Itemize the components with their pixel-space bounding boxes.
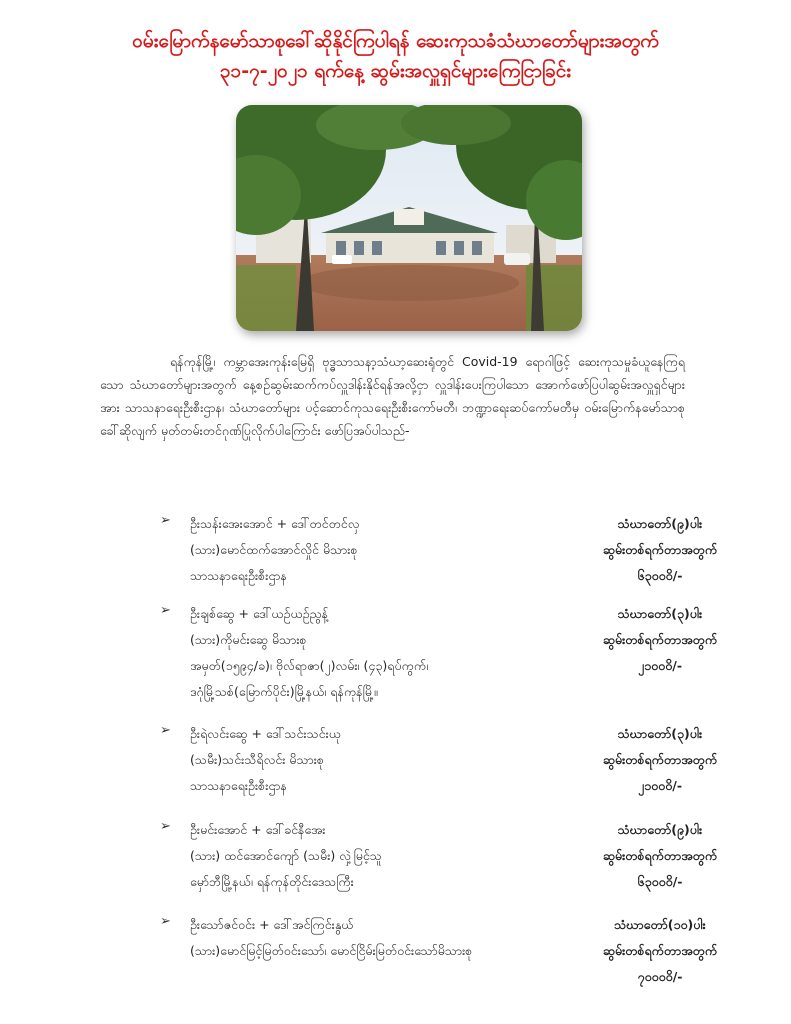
donor-line: ဦးသော်ဇင်ဝင်း + ဒေါ်အင်ကြင်းနွယ် [190,917,354,932]
donation-amount: ၆၃၀၀၀ိ/- [637,568,683,583]
per-day-label: ဆွမ်းတစ်ရက်တာအတွက် [602,632,718,647]
donor-line: ဦးမင်းအောင် + ဒေါ်ခင်နီအေး [190,822,326,837]
per-day-label: ဆွမ်းတစ်ရက်တာအတွက် [602,752,718,767]
donation-amount: ၆၃၀၀၀ိ/- [637,874,683,889]
donation-info [585,817,735,895]
per-day-label: ဆွမ်းတစ်ရက်တာအတွက် [602,943,718,958]
donor-line: မှော်ဘီမြို့နယ်၊ ရန်ကုန်တိုင်းဒေသကြီး [190,874,354,889]
donor-line: ဦးရဲလင်းဆွေ + ဒေါ်သင်းသင်းယု [190,726,341,741]
donation-info [585,721,735,799]
donor-entry [0,817,791,907]
donor-names [190,817,570,895]
per-day-label: ဆွမ်းတစ်ရက်တာအတွက် [602,848,718,863]
donor-entry [0,511,791,601]
hospital-photo [236,105,582,331]
page-title-line1: ဝမ်းမြောက်နမော်သာစုခေါ်ဆိုနိုင်ကြပါရန် ဆေးကုသခံသံဃာတော်များအတွက် [132,30,659,52]
donor-names [190,601,570,705]
donor-names [190,511,570,589]
donor-entry [0,912,791,1002]
donor-line: (သား)မောင်မြင့်မြတ်ဝင်းသော်၊ မောင်ငြိမ်းမြတ်ဝင်းသော်မိသားစု [190,943,473,958]
donor-entry [0,721,791,811]
per-day-label: ဆွမ်းတစ်ရက်တာအတွက် [602,542,718,557]
donation-amount: ၂၁၀၀၀ိ/- [637,658,683,673]
donation-info [585,511,735,589]
monk-count: သံဃာတော်(၉)ပါး [617,516,703,531]
donor-line: အမှတ်(၁၅၉၄/ခ)၊ ဗိုလ်ရာဇာ(၂)လမ်း၊ (၄၃)ရပ်ကွက်၊ [190,658,429,673]
monk-count: သံဃာတော်(၃)ပါး [617,606,703,621]
intro-text: ရန်ကုန်မြို့၊ ကမ္ဘာအေးကုန်းမြေရှိ ဗုဒ္ဓသာသနာ့သံဃာ့ဆေးရုံတွင် Covid-19 ရောဂါဖြင့် ဆေးကုသမှုခံယူနေကြရသော သံဃာတော်များအတွက် နေ့စဉ်ဆွမ်းဆက်ကပ်လှူဒါန်းနိုင်ရန်အလို့ငှာ လှူဒါန်းပေးကြပါသော အောက်ဖော်ပြပါဆွမ်းအလှူရှင်များအား သာသနာရေးဦးစီးဌာန၊ သံဃာတော်များ ပင့်ဆောင်ကုသရေးဦးစီးကော်မတီ၊ ဘဏ္ဍာရေးဆပ်ကော်မတီမှ ဝမ်းမြောက်နမော်သာစုခေါ်ဆိုလျက် မှတ်တမ်းတင်ဂုဏ်ပြုလိုက်ပါကြောင်း ဖော်ပြအပ်ပါသည်- [100,354,685,438]
arrowhead-bullet-icon: ➢ [160,723,171,738]
donor-line: ဒဂုံမြို့သစ်(မြောက်ပိုင်း)မြို့နယ်၊ ရန်ကုန်မြို့။ [190,684,378,699]
donor-line: (သမီး)သင်းသီရိလင်း မိသားစု [190,752,324,767]
donor-line: (သား) ထင်အောင်ကျော် (သမီး) လှဲ့မြင့်သူ [190,848,382,863]
donation-info [585,601,735,679]
donation-info [585,912,735,990]
arrowhead-bullet-icon: ➢ [160,513,171,528]
arrowhead-bullet-icon: ➢ [160,819,171,834]
donor-line: ဦးချစ်ဆွေ + ဒေါ်ယဉ်ယဉ်ညွန့် [190,606,329,621]
monk-count: သံဃာတော်(၉)ပါး [617,822,703,837]
donor-line: သာသနာရေးဦးစီးဌာန [190,778,287,793]
intro-paragraph [100,350,685,442]
monk-count: သံဃာတော်(၁၀)ပါး [614,917,706,932]
arrowhead-bullet-icon: ➢ [160,603,171,618]
donor-line: (သား)မောင်ထက်အောင်လှိုင် မိသားစု [190,542,358,557]
donor-line: ဦးသန်းအေးအောင် + ဒေါ်တင်တင်လှ [190,516,360,531]
donor-names [190,912,570,964]
page-title-line2: ၃၁-၇-၂၀၂၁ ရက်နေ့ ဆွမ်းအလှူရှင်များကြေငြာခြင်း [219,60,572,82]
donation-amount: ၇၀၀၀၀ိ/- [637,969,683,984]
donor-names [190,721,570,799]
donor-line: သာသနာရေးဦးစီးဌာန [190,568,287,583]
donor-line: (သား)ကိုမင်းဆွေ မိသားစု [190,632,307,647]
donor-entry [0,601,791,699]
monk-count: သံဃာတော်(၃)ပါး [617,726,703,741]
donation-amount: ၂၁၀၀၀ိ/- [637,778,683,793]
arrowhead-bullet-icon: ➢ [160,914,171,929]
